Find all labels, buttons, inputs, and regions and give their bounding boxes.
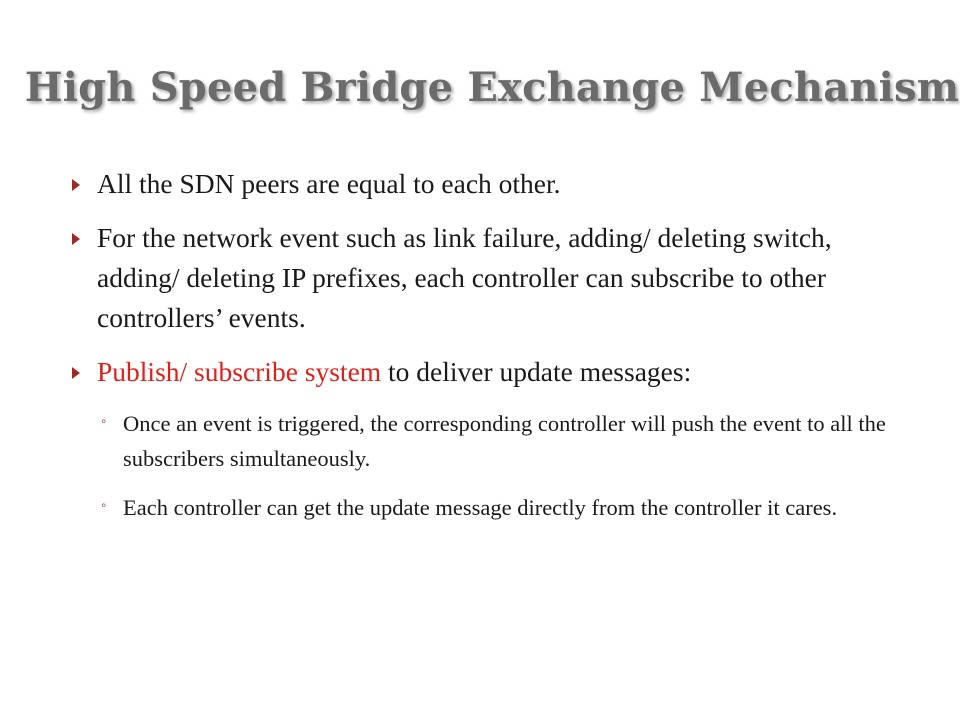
sub-bullet-text: Each controller can get the update message directly from the controller it cares. (123, 495, 838, 520)
bullet-item (70, 218, 890, 338)
triangle-right-icon (72, 179, 80, 191)
bullet-text: to deliver update messages: (381, 356, 692, 387)
slide-title: High Speed Bridge Exchange Mechanism (24, 64, 960, 111)
bullet-item (70, 352, 890, 392)
sub-bullet-item (70, 490, 890, 525)
triangle-right-icon (72, 367, 80, 379)
triangle-right-icon (72, 233, 80, 245)
bullet-item (70, 164, 890, 204)
sub-bullet-text: Once an event is triggered, the corresponding controller will push the event to all the subscribers simultaneously. (123, 411, 886, 471)
sub-bullet-item (70, 406, 890, 476)
bullet-text: All the SDN peers are equal to each other. (97, 168, 561, 199)
circle-outline-icon: ◦ (101, 498, 107, 514)
highlighted-phrase: Publish/ subscribe system (97, 356, 382, 387)
circle-outline-icon: ◦ (101, 414, 107, 430)
bullet-text: For the network event such as link failure, adding/ deleting switch, adding/ deleting IP prefixes, each controller can subscribe to other controllers’ events. (97, 222, 832, 333)
slide-content (70, 164, 890, 539)
